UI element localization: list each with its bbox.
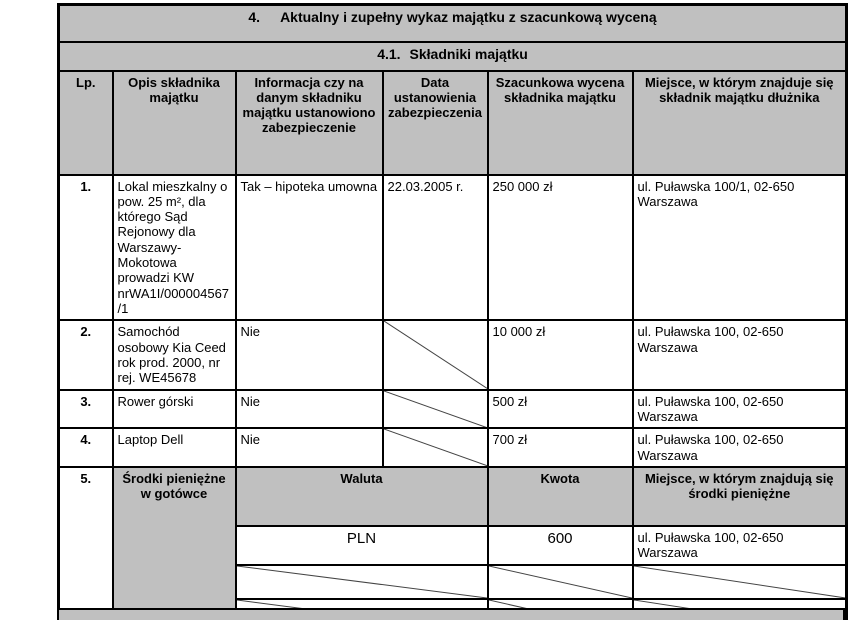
section-title-row (59, 5, 847, 42)
cell-wycena: 250 000 zł (488, 175, 633, 321)
subsection-title (377, 46, 528, 63)
section-title-text: Aktualny i zupełny wykaz majątku z szacunkową wyceną (280, 9, 657, 25)
column-header-opis: Opis składnika majątku (113, 71, 236, 175)
cash-kwota-value: 600 (488, 526, 633, 565)
column-header-lp: Lp. (59, 71, 113, 175)
diagonal-line-icon (634, 566, 846, 598)
cash-waluta-crossed (236, 565, 488, 599)
cell-opis: Samochód osobowy Kia Ceed rok prod. 2000, nr rej. WE45678 (113, 320, 236, 389)
cell-data-crossed (383, 390, 488, 429)
cell-zabezpieczenie: Nie (236, 320, 383, 389)
assets-table (57, 3, 848, 620)
cell-opis: Rower górski (113, 390, 236, 429)
subsection-title-cell (59, 42, 847, 71)
subsection-title-row (59, 42, 847, 71)
cell-miejsce: ul. Puławska 100/1, 02-650 Warszawa (633, 175, 847, 321)
cash-waluta-value: PLN (236, 526, 488, 565)
table-row (59, 428, 847, 467)
table-row (59, 390, 847, 429)
column-header-zabezpieczenie: Informacja czy na danym składniku majątku ustanowiono zabezpieczenie (236, 71, 383, 175)
cell-zabezpieczenie: Nie (236, 390, 383, 429)
diagonal-line-icon (384, 321, 487, 388)
cell-data-crossed (383, 320, 488, 389)
subsection-number: 4.1. (377, 45, 401, 62)
cash-label-cell: Środki pieniężne w gotówce (113, 467, 236, 620)
cell-miejsce: ul. Puławska 100, 02-650 Warszawa (633, 428, 847, 467)
cash-header-miejsce: Miejsce, w którym znajdują się środki pieniężne (633, 467, 847, 526)
cell-zabezpieczenie: Nie (236, 428, 383, 467)
cell-lp: 3. (59, 390, 113, 429)
cell-lp: 2. (59, 320, 113, 389)
diagonal-line-icon (489, 566, 632, 598)
diagonal-line-icon (237, 566, 487, 598)
column-header-data: Data ustanowienia zabezpieczenia (383, 71, 488, 175)
cash-miejsce-crossed (633, 565, 847, 599)
cell-opis: Lokal mieszkalny o pow. 25 m², dla którego Sąd Rejonowy dla Warszawy-Mokotowa prowadzi KW nrWA1I/000004567/1 (113, 175, 236, 321)
table-row (59, 175, 847, 321)
next-section-header-bar (57, 608, 845, 620)
cash-header-waluta: Waluta (236, 467, 488, 526)
cell-wycena: 10 000 zł (488, 320, 633, 389)
section-number: 4. (248, 9, 261, 25)
cell-wycena: 700 zł (488, 428, 633, 467)
column-header-wycena: Szacunkowa wycena składnika majątku (488, 71, 633, 175)
cell-opis: Laptop Dell (113, 428, 236, 467)
cell-data-crossed (383, 428, 488, 467)
table-row (59, 320, 847, 389)
column-header-row (59, 71, 847, 175)
cell-lp-cash: 5. (59, 467, 113, 620)
cash-header-row (59, 467, 847, 526)
cell-data: 22.03.2005 r. (383, 175, 488, 321)
cash-kwota-crossed (488, 565, 633, 599)
cell-miejsce: ul. Puławska 100, 02-650 Warszawa (633, 320, 847, 389)
diagonal-line-icon (384, 391, 487, 428)
section-title-cell (59, 5, 847, 42)
cash-header-kwota: Kwota (488, 467, 633, 526)
subsection-title-text: Składniki majątku (409, 45, 528, 62)
column-header-miejsce: Miejsce, w którym znajduje się składnik majątku dłużnika (633, 71, 847, 175)
cell-wycena: 500 zł (488, 390, 633, 429)
section-title (248, 9, 656, 26)
cell-miejsce: ul. Puławska 100, 02-650 Warszawa (633, 390, 847, 429)
cash-miejsce-value: ul. Puławska 100, 02-650 Warszawa (633, 526, 847, 565)
cell-lp: 4. (59, 428, 113, 467)
diagonal-line-icon (384, 429, 487, 466)
cell-zabezpieczenie: Tak – hipoteka umowna (236, 175, 383, 321)
cell-lp: 1. (59, 175, 113, 321)
